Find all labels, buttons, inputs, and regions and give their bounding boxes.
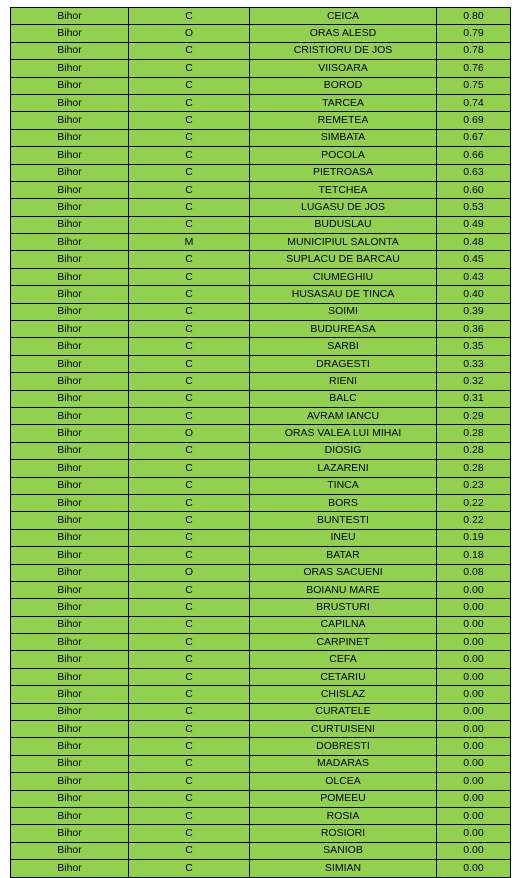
type-cell: C (129, 112, 250, 129)
type-cell: C (129, 668, 250, 685)
locality-cell: ORAS VALEA LUI MIHAI (250, 425, 437, 442)
county-cell: Bihor (11, 286, 129, 303)
locality-cell: HUSASAU DE TINCA (250, 286, 437, 303)
locality-cell: RIENI (250, 373, 437, 390)
locality-cell: PIETROASA (250, 164, 437, 181)
county-cell: Bihor (11, 651, 129, 668)
county-cell: Bihor (11, 860, 129, 877)
county-cell: Bihor (11, 477, 129, 494)
table-row (11, 60, 511, 77)
locality-cell: BUDUSLAU (250, 216, 437, 233)
locality-cell: BUNTESTI (250, 512, 437, 529)
locality-cell: CURATELE (250, 703, 437, 720)
value-cell: 0.33 (437, 355, 511, 372)
value-cell: 0.00 (437, 842, 511, 859)
county-cell: Bihor (11, 234, 129, 251)
county-cell: Bihor (11, 147, 129, 164)
type-cell: O (129, 425, 250, 442)
table-row (11, 616, 511, 633)
value-cell: 0.00 (437, 721, 511, 738)
table-body (11, 8, 511, 878)
table-row (11, 721, 511, 738)
value-cell: 0.00 (437, 773, 511, 790)
county-cell: Bihor (11, 199, 129, 216)
table-row (11, 42, 511, 59)
type-cell: C (129, 442, 250, 459)
locality-cell: CHISLAZ (250, 686, 437, 703)
table-row (11, 338, 511, 355)
locality-cell: CIUMEGHIU (250, 268, 437, 285)
county-cell: Bihor (11, 303, 129, 320)
table-row (11, 199, 511, 216)
value-cell: 0.78 (437, 42, 511, 59)
locality-cell: MUNICIPIUL SALONTA (250, 234, 437, 251)
table-row (11, 355, 511, 372)
locality-cell: AVRAM IANCU (250, 407, 437, 424)
value-cell: 0.00 (437, 599, 511, 616)
county-cell: Bihor (11, 825, 129, 842)
locality-cell: POMEEU (250, 790, 437, 807)
value-cell: 0.00 (437, 703, 511, 720)
locality-cell: TARCEA (250, 94, 437, 111)
type-cell: C (129, 738, 250, 755)
value-cell: 0.63 (437, 164, 511, 181)
county-cell: Bihor (11, 807, 129, 824)
locality-cell: DOBRESTI (250, 738, 437, 755)
table-row (11, 790, 511, 807)
table-row (11, 321, 511, 338)
type-cell: C (129, 773, 250, 790)
table-row (11, 147, 511, 164)
table-row (11, 460, 511, 477)
county-cell: Bihor (11, 321, 129, 338)
type-cell: C (129, 477, 250, 494)
county-cell: Bihor (11, 25, 129, 42)
table-row (11, 529, 511, 546)
table-row (11, 373, 511, 390)
table-row (11, 216, 511, 233)
table-row (11, 129, 511, 146)
value-cell: 0.39 (437, 303, 511, 320)
locality-cell: BORS (250, 494, 437, 511)
type-cell: C (129, 373, 250, 390)
locality-cell: BRUSTURI (250, 599, 437, 616)
table-row (11, 251, 511, 268)
type-cell: C (129, 164, 250, 181)
table-row (11, 164, 511, 181)
county-cell: Bihor (11, 460, 129, 477)
value-cell: 0.36 (437, 321, 511, 338)
locality-cell: CEICA (250, 8, 437, 25)
county-cell: Bihor (11, 112, 129, 129)
county-cell: Bihor (11, 355, 129, 372)
county-cell: Bihor (11, 564, 129, 581)
value-cell: 0.69 (437, 112, 511, 129)
table-row (11, 268, 511, 285)
table-row (11, 860, 511, 877)
value-cell: 0.49 (437, 216, 511, 233)
type-cell: C (129, 460, 250, 477)
table-row (11, 755, 511, 772)
table-row (11, 651, 511, 668)
locality-cell: BOIANU MARE (250, 581, 437, 598)
table-row (11, 494, 511, 511)
table-row (11, 668, 511, 685)
type-cell: C (129, 547, 250, 564)
county-cell: Bihor (11, 738, 129, 755)
table-row (11, 738, 511, 755)
type-cell: C (129, 842, 250, 859)
locality-cell: SIMBATA (250, 129, 437, 146)
locality-cell: SANIOB (250, 842, 437, 859)
value-cell: 0.00 (437, 686, 511, 703)
locality-cell: CURTUISENI (250, 721, 437, 738)
table-row (11, 842, 511, 859)
county-cell: Bihor (11, 442, 129, 459)
locality-cell: OLCEA (250, 773, 437, 790)
locality-cell: DRAGESTI (250, 355, 437, 372)
county-cell: Bihor (11, 181, 129, 198)
locality-cell: LAZARENI (250, 460, 437, 477)
table-row (11, 773, 511, 790)
locality-cell: LUGASU DE JOS (250, 199, 437, 216)
table-row (11, 303, 511, 320)
type-cell: C (129, 199, 250, 216)
value-cell: 0.80 (437, 8, 511, 25)
county-cell: Bihor (11, 616, 129, 633)
type-cell: C (129, 599, 250, 616)
type-cell: C (129, 651, 250, 668)
locality-cell: CEFA (250, 651, 437, 668)
type-cell: C (129, 825, 250, 842)
county-cell: Bihor (11, 390, 129, 407)
value-cell: 0.00 (437, 807, 511, 824)
locality-cell: VIISOARA (250, 60, 437, 77)
type-cell: C (129, 303, 250, 320)
county-cell: Bihor (11, 599, 129, 616)
locality-cell: BOROD (250, 77, 437, 94)
value-cell: 0.35 (437, 338, 511, 355)
type-cell: C (129, 755, 250, 772)
type-cell: C (129, 860, 250, 877)
county-cell: Bihor (11, 373, 129, 390)
table-row (11, 686, 511, 703)
locality-cell: CARPINET (250, 634, 437, 651)
type-cell: C (129, 807, 250, 824)
type-cell: C (129, 616, 250, 633)
table-row (11, 425, 511, 442)
county-cell: Bihor (11, 251, 129, 268)
value-cell: 0.28 (437, 460, 511, 477)
type-cell: C (129, 390, 250, 407)
county-cell: Bihor (11, 494, 129, 511)
locality-cell: TETCHEA (250, 181, 437, 198)
type-cell: C (129, 529, 250, 546)
value-cell: 0.00 (437, 616, 511, 633)
table-row (11, 564, 511, 581)
county-cell: Bihor (11, 790, 129, 807)
locality-cell: DIOSIG (250, 442, 437, 459)
county-cell: Bihor (11, 773, 129, 790)
locality-cell: BUDUREASA (250, 321, 437, 338)
value-cell: 0.00 (437, 668, 511, 685)
county-cell: Bihor (11, 529, 129, 546)
value-cell: 0.76 (437, 60, 511, 77)
type-cell: M (129, 234, 250, 251)
locality-cell: BATAR (250, 547, 437, 564)
locality-cell: POCOLA (250, 147, 437, 164)
type-cell: C (129, 286, 250, 303)
type-cell: C (129, 407, 250, 424)
locality-cell: SARBI (250, 338, 437, 355)
value-cell: 0.60 (437, 181, 511, 198)
value-cell: 0.22 (437, 494, 511, 511)
type-cell: C (129, 321, 250, 338)
county-cell: Bihor (11, 668, 129, 685)
county-cell: Bihor (11, 8, 129, 25)
type-cell: C (129, 268, 250, 285)
county-cell: Bihor (11, 42, 129, 59)
county-cell: Bihor (11, 338, 129, 355)
value-cell: 0.66 (437, 147, 511, 164)
type-cell: C (129, 129, 250, 146)
value-cell: 0.45 (437, 251, 511, 268)
type-cell: C (129, 686, 250, 703)
value-cell: 0.00 (437, 755, 511, 772)
county-cell: Bihor (11, 547, 129, 564)
table-row (11, 477, 511, 494)
locality-cell: ROSIA (250, 807, 437, 824)
type-cell: C (129, 494, 250, 511)
value-cell: 0.75 (437, 77, 511, 94)
locality-cell: BALC (250, 390, 437, 407)
county-cell: Bihor (11, 268, 129, 285)
locality-cell: SUPLACU DE BARCAU (250, 251, 437, 268)
locality-cell: MADARAS (250, 755, 437, 772)
type-cell: C (129, 216, 250, 233)
value-cell: 0.79 (437, 25, 511, 42)
table-row (11, 94, 511, 111)
locality-cell: TINCA (250, 477, 437, 494)
value-cell: 0.28 (437, 425, 511, 442)
value-cell: 0.29 (437, 407, 511, 424)
value-cell: 0.28 (437, 442, 511, 459)
type-cell: C (129, 42, 250, 59)
table-row (11, 547, 511, 564)
type-cell: C (129, 634, 250, 651)
county-cell: Bihor (11, 77, 129, 94)
locality-cell: CAPILNA (250, 616, 437, 633)
county-cell: Bihor (11, 634, 129, 651)
value-cell: 0.18 (437, 547, 511, 564)
county-cell: Bihor (11, 94, 129, 111)
value-cell: 0.00 (437, 738, 511, 755)
type-cell: O (129, 25, 250, 42)
type-cell: C (129, 338, 250, 355)
locality-cell: ORAS ALESD (250, 25, 437, 42)
locality-cell: SOIMI (250, 303, 437, 320)
value-cell: 0.22 (437, 512, 511, 529)
table-row (11, 807, 511, 824)
county-cell: Bihor (11, 60, 129, 77)
type-cell: C (129, 8, 250, 25)
table-row (11, 599, 511, 616)
value-cell: 0.19 (437, 529, 511, 546)
value-cell: 0.08 (437, 564, 511, 581)
type-cell: C (129, 721, 250, 738)
table-row (11, 8, 511, 25)
county-cell: Bihor (11, 512, 129, 529)
type-cell: C (129, 251, 250, 268)
locality-cell: CETARIU (250, 668, 437, 685)
locality-cell: REMETEA (250, 112, 437, 129)
county-cell: Bihor (11, 164, 129, 181)
data-table (10, 7, 511, 878)
county-cell: Bihor (11, 721, 129, 738)
type-cell: C (129, 60, 250, 77)
table-row (11, 181, 511, 198)
type-cell: C (129, 512, 250, 529)
type-cell: C (129, 147, 250, 164)
type-cell: C (129, 77, 250, 94)
county-cell: Bihor (11, 425, 129, 442)
value-cell: 0.43 (437, 268, 511, 285)
value-cell: 0.00 (437, 581, 511, 598)
county-cell: Bihor (11, 686, 129, 703)
table-row (11, 77, 511, 94)
locality-cell: ROSIORI (250, 825, 437, 842)
table-row (11, 234, 511, 251)
value-cell: 0.32 (437, 373, 511, 390)
table-row (11, 25, 511, 42)
county-cell: Bihor (11, 407, 129, 424)
type-cell: C (129, 355, 250, 372)
table-row (11, 825, 511, 842)
value-cell: 0.74 (437, 94, 511, 111)
type-cell: C (129, 181, 250, 198)
county-cell: Bihor (11, 703, 129, 720)
locality-cell: CRISTIORU DE JOS (250, 42, 437, 59)
value-cell: 0.23 (437, 477, 511, 494)
county-cell: Bihor (11, 842, 129, 859)
value-cell: 0.53 (437, 199, 511, 216)
locality-cell: SIMIAN (250, 860, 437, 877)
value-cell: 0.00 (437, 825, 511, 842)
locality-cell: ORAS SACUENI (250, 564, 437, 581)
type-cell: C (129, 581, 250, 598)
table-row (11, 581, 511, 598)
type-cell: O (129, 564, 250, 581)
table-row (11, 703, 511, 720)
type-cell: C (129, 790, 250, 807)
value-cell: 0.67 (437, 129, 511, 146)
value-cell: 0.00 (437, 790, 511, 807)
table-row (11, 442, 511, 459)
type-cell: C (129, 94, 250, 111)
table-row (11, 286, 511, 303)
county-cell: Bihor (11, 216, 129, 233)
table-row (11, 407, 511, 424)
table-row (11, 634, 511, 651)
type-cell: C (129, 703, 250, 720)
value-cell: 0.48 (437, 234, 511, 251)
locality-cell: INEU (250, 529, 437, 546)
value-cell: 0.31 (437, 390, 511, 407)
value-cell: 0.40 (437, 286, 511, 303)
value-cell: 0.00 (437, 651, 511, 668)
county-cell: Bihor (11, 755, 129, 772)
county-cell: Bihor (11, 581, 129, 598)
value-cell: 0.00 (437, 860, 511, 877)
value-cell: 0.00 (437, 634, 511, 651)
table-row (11, 512, 511, 529)
table-row (11, 390, 511, 407)
table-row (11, 112, 511, 129)
county-cell: Bihor (11, 129, 129, 146)
